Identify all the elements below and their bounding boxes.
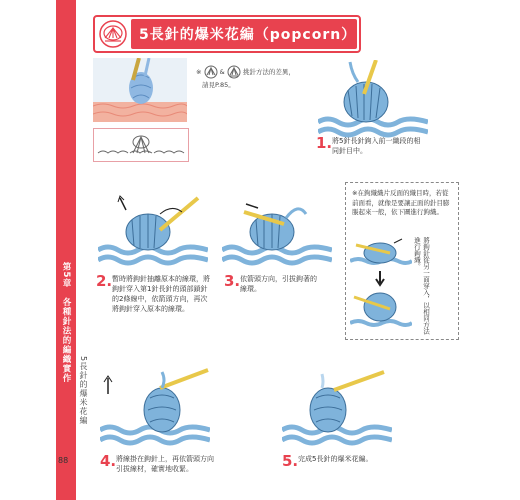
sample-photo [93, 58, 187, 122]
step3-illustration [222, 184, 332, 272]
reference-note: ※ & 挑針方法的差異， 請見P.85。 [196, 65, 295, 91]
note-text: ※在鉤織織片反面的織目時，若從前面看，就像是要讓正面的針目膨脹起來一般，依下圖進行鉤織。 [352, 189, 450, 216]
step-caption: 將5針長針鉤入前一織段的相同針目中。 [332, 137, 421, 155]
symbol-chart [93, 128, 189, 162]
chart-symbols [94, 129, 188, 161]
chapter-sidebar [56, 0, 76, 500]
note-vertical-text: 將鉤針從另一面穿入，以相同方法進行鉤織。 [413, 237, 430, 335]
step-number: 1. [316, 134, 333, 152]
popcorn-stitch-icon [99, 20, 127, 48]
page-title: 5長針的爆米花編（popcorn） [131, 19, 357, 49]
step5-illustration [282, 368, 392, 452]
step-caption: 完成5長針的爆米花編。 [298, 455, 373, 463]
chapter-label: 第5章 各種針法的編織實作 [61, 262, 71, 383]
section-label: 5長針的爆米花編 [79, 356, 88, 426]
step4-illustration [100, 368, 210, 452]
step-number: 2. [96, 272, 113, 290]
step-caption: 將線掛在鉤針上，再依箭頭方向引拔線材，確實地收緊。 [116, 455, 214, 473]
swatch-illustration [93, 58, 187, 122]
step-number: 3. [224, 272, 241, 290]
step-caption: 暫時將鉤針抽離原本的線環，將鉤針穿入第1針長針的頭部鎖針的2條線中，依箭頭方向，再次將鉤針穿入原本的線環。 [112, 275, 210, 313]
step-number: 5. [282, 452, 299, 470]
popcorn-back-icon [227, 65, 241, 79]
step1-illustration [318, 60, 428, 142]
step2-illustration [98, 184, 208, 272]
step-number: 4. [100, 452, 117, 470]
note-illustration [350, 231, 412, 335]
note-box [345, 182, 459, 340]
page-number: 88 [58, 456, 69, 465]
popcorn-front-icon [204, 65, 218, 79]
step-caption: 依箭頭方向，引拔鉤著的線環。 [240, 275, 317, 293]
title-box [93, 15, 361, 53]
